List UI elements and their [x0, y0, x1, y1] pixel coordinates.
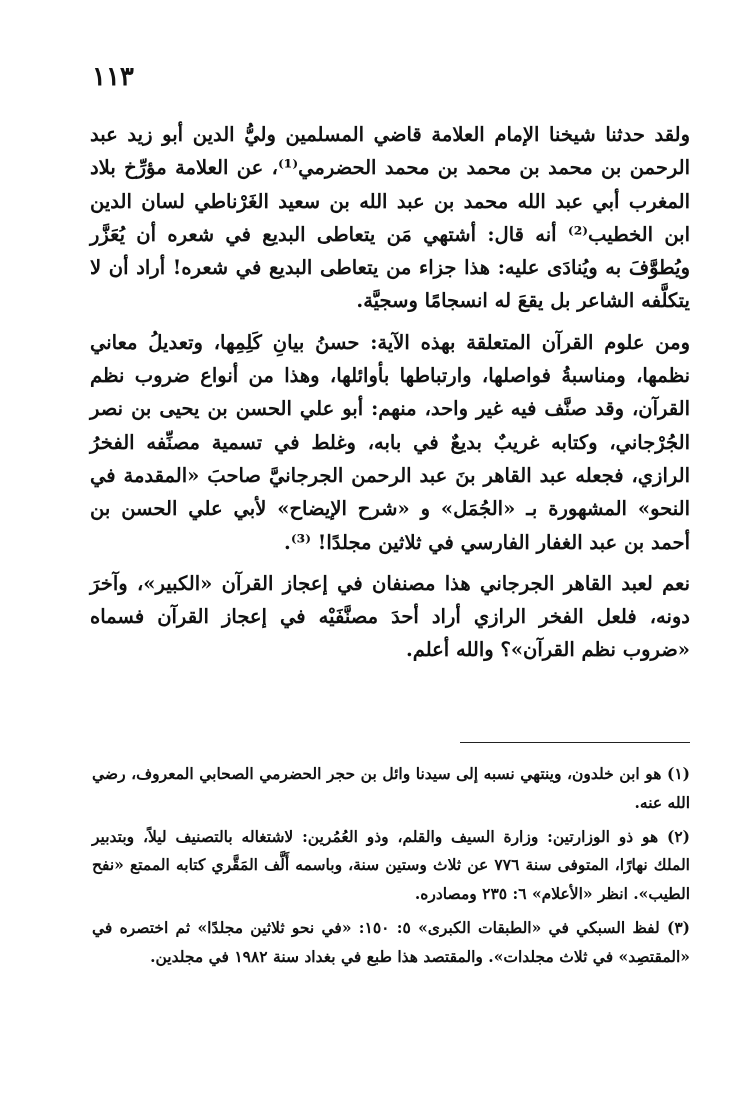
footnote-1: (١) هو ابن خلدون، وينتهي نسبه إلى سيدنا وائل بن حجر الحضرمي الصحابي المعروف، رضي الله عنه.: [92, 764, 690, 812]
paragraph-2: ومن علوم القرآن المتعلقة بهذه الآية: حسنُ بيانِ كَلِمِها، وتعديلُ معاني نظمها، ومناسبةُ فواصلها، وارتباطها بأوائلها، وهذا من أنواع ضروب نظم القرآن، وقد صنَّف فيه غير واحد، منهم: أبو علي الحسن بن يحيى بن نصر الجُرْجاني، وكتابه غريبٌ بديعٌ في بابه، وغلط في تسمية مصنِّفه الفخرُ الرازي، فجعله عبد القاهر بنَ عبد الرحمن الجرجانيَّ صاحبَ «المقدمة في النحو» المشهورة بـ «الجُمَل» و «شرح الإيضاح» لأبي علي الحسن بن أحمد بن عبد الغفار الفارسي في ثلاثين مجلدًا! ⁽³⁾.: [90, 330, 690, 554]
footnote-2: (٢) هو ذو الوزارتين: وزارة السيف والقلم، وذو العُمُرين: لاشتغاله بالتصنيف ليلاً، وبتدبير الملك نهارًا، المتوفى سنة ٧٧٦ عن ثلاث وستين سنة، وباسمه أَلَّف المَقَّري كتابه الممتع «نفح الطيب». انظر «الأعلام» ٦: ٢٣٥ ومصادره.: [92, 826, 690, 904]
footnotes: [92, 760, 690, 977]
page-number: ١١٣: [92, 62, 134, 92]
paragraph-1: ولقد حدثنا شيخنا الإمام العلامة قاضي المسلمين وليُّ الدين أبو زيد عبد الرحمن بن محمد بن محمد بن محمد الحضرمي⁽¹⁾، عن العلامة مؤرِّخ بلاد المغرب أبي عبد الله محمد بن عبد الله بن سعيد الغَرْناطي لسان الدين ابن الخطيب⁽²⁾ أنه قال: أشتهي مَن يتعاطى البديع في شعره أن يُعَزَّر ويُطوَّفَ به ويُنادَى عليه: هذا جزاء من يتعاطى البديع في شعره! أراد أن لا يتكلَّفه الشاعر بل يقعَ له انسجامًا وسجيَّة.: [90, 123, 691, 313]
footnote-divider: [460, 742, 690, 743]
footnote-3: (٣) لفظ السبكي في «الطبقات الكبرى» ٥: ١٥٠: «في نحو ثلاثين مجلدًا» ثم اختصره في «المقتصِد» في ثلاث مجلدات». والمقتصد هذا طبع في بغداد سنة ١٩٨٢ في مجلدين.: [92, 917, 690, 966]
paragraph-3: نعم لعبد القاهر الجرجاني هذا مصنفان في إعجاز القرآن «الكبير»، وآخرَ دونه، فلعل الفخر الرازي أراد أحدَ مصنَّفَيْه في إعجاز القرآن فسماه «ضروب نظم القرآن»؟ والله أعلم.: [90, 571, 690, 662]
main-text: [90, 118, 690, 667]
